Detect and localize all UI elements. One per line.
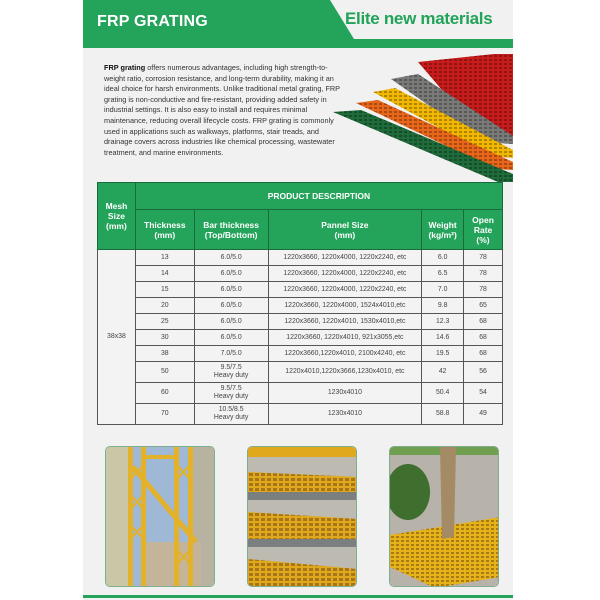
bar-value: 10.5/8.5 <box>218 406 244 414</box>
photo-ladder-structure <box>105 446 215 587</box>
thickness-cell: 50 <box>135 362 194 383</box>
bar-thickness-header <box>194 210 268 250</box>
panel-cell: 1220x4010,1220x3666,1230x4010, etc <box>268 362 422 383</box>
open-rate-header <box>464 210 503 250</box>
bar-duty-label: Heavy duty <box>213 393 249 400</box>
mesh-size-header <box>98 183 136 250</box>
panel-cell: 1220x3660, 1220x4010, 1530x4010,etc <box>268 314 422 330</box>
weight-cell: 14.6 <box>422 330 464 346</box>
mesh-header-line: Mesh <box>105 201 128 211</box>
bar-cell: 6.0/5.0 <box>194 314 268 330</box>
weight-cell: 19.5 <box>422 346 464 362</box>
weight-cell: 12.3 <box>422 314 464 330</box>
thickness-cell: 15 <box>135 282 194 298</box>
header-line: (Top/Bottom) <box>204 229 258 240</box>
panel-cell: 1220x3660, 1220x4010, 921x3055,etc <box>268 330 422 346</box>
table-row <box>98 383 503 404</box>
ladder-structure-icon <box>106 447 215 587</box>
open-rate-cell: 78 <box>464 266 503 282</box>
thickness-cell: 20 <box>135 298 194 314</box>
panel-cell: 1230x4010 <box>268 383 422 404</box>
header-line: Bar thickness <box>203 219 260 230</box>
header-line: Rate <box>473 224 493 235</box>
weight-cell: 6.5 <box>422 266 464 282</box>
application-photos <box>105 446 501 588</box>
header-line: Weight <box>428 219 457 230</box>
open-rate-cell: 56 <box>464 362 503 383</box>
table-row <box>98 250 503 266</box>
product-description-header: PRODUCT DESCRIPTION <box>135 183 502 210</box>
header-line: (%) <box>476 234 490 245</box>
weight-cell: 9.8 <box>422 298 464 314</box>
thickness-cell: 70 <box>135 404 194 425</box>
open-rate-cell: 78 <box>464 250 503 266</box>
photo-stair-treads <box>247 446 357 587</box>
weight-cell: 6.0 <box>422 250 464 266</box>
weight-header <box>422 210 464 250</box>
intro-lead: FRP grating <box>104 63 146 72</box>
bar-duty-label: Heavy duty <box>213 372 249 379</box>
mesh-header-line: Size <box>107 211 125 221</box>
table-row <box>98 298 503 314</box>
bar-cell: 6.0/5.0 <box>194 330 268 346</box>
header-line: (mm) <box>154 229 176 240</box>
product-spec-table <box>97 182 503 425</box>
weight-cell: 7.0 <box>422 282 464 298</box>
hero-image-stacked-gratings <box>323 54 513 182</box>
header-line: Pannel Size <box>321 219 369 230</box>
panel-cell: 1220x3660, 1220x4000, 1220x2240, etc <box>268 266 422 282</box>
table-row <box>98 314 503 330</box>
header-line: (kg/m²) <box>428 229 457 240</box>
panel-cell: 1220x3660,1220x4010, 2100x4240, etc <box>268 346 422 362</box>
open-rate-cell: 68 <box>464 330 503 346</box>
thickness-header <box>135 210 194 250</box>
bar-value: 9.5/7.5 <box>220 364 242 372</box>
header-line: (mm) <box>334 229 356 240</box>
photo-tree-grate <box>389 446 499 587</box>
thickness-cell: 60 <box>135 383 194 404</box>
footer-divider <box>83 595 513 598</box>
open-rate-cell: 54 <box>464 383 503 404</box>
thickness-cell: 13 <box>135 250 194 266</box>
open-rate-cell: 65 <box>464 298 503 314</box>
table-row <box>98 346 503 362</box>
bar-cell: 6.0/5.0 <box>194 282 268 298</box>
weight-cell: 42 <box>422 362 464 383</box>
intro-paragraph <box>104 63 344 158</box>
bar-cell: 7.0/5.0 <box>194 346 268 362</box>
intro-body: offers numerous advantages, including high strength-to-weight ratio, corrosion resistance, and long-term durability, making it an ideal choice for harsh environments. Unlike traditional metal grating, FRP grating is non-conductive and fire-resistant, providing added safety in industrial settings. It is also easy to install and requires minimal maintenance, reducing overall lifecycle costs. FRP grating is commonly used in applications such as walkways, platforms, stair treads, and drainage covers across industries like chemical processing, wastewater treatment, and marine environments. <box>104 63 340 157</box>
table-row <box>98 404 503 425</box>
table-row <box>98 330 503 346</box>
bar-value: 9.5/7.5 <box>220 385 242 393</box>
mesh-size-cell: 38x38 <box>98 250 136 425</box>
table-row <box>98 266 503 282</box>
table-row <box>98 362 503 383</box>
open-rate-cell: 68 <box>464 314 503 330</box>
header-line: Open <box>472 214 494 225</box>
panel-size-header <box>268 210 422 250</box>
tree-grate-icon <box>390 447 499 587</box>
bar-cell: 6.0/5.0 <box>194 250 268 266</box>
bar-cell: 6.0/5.0 <box>194 266 268 282</box>
stair-treads-icon <box>248 447 357 587</box>
bar-duty-label: Heavy duty <box>213 414 249 421</box>
panel-cell: 1220x3660, 1220x4000, 1220x2240, etc <box>268 250 422 266</box>
thickness-cell: 38 <box>135 346 194 362</box>
bar-cell <box>194 404 268 425</box>
brand-logo-text: Elite new materials <box>345 9 493 28</box>
thickness-cell: 30 <box>135 330 194 346</box>
thickness-cell: 25 <box>135 314 194 330</box>
panel-cell: 1220x3660, 1220x4000, 1524x4010,etc <box>268 298 422 314</box>
panel-cell: 1230x4010 <box>268 404 422 425</box>
table-row <box>98 282 503 298</box>
thickness-cell: 14 <box>135 266 194 282</box>
product-sheet <box>83 0 513 600</box>
open-rate-cell: 68 <box>464 346 503 362</box>
page-title: FRP GRATING <box>97 13 208 30</box>
open-rate-cell: 78 <box>464 282 503 298</box>
header-banner <box>83 0 513 48</box>
bar-cell <box>194 362 268 383</box>
weight-cell: 50.4 <box>422 383 464 404</box>
bar-cell <box>194 383 268 404</box>
open-rate-cell: 49 <box>464 404 503 425</box>
weight-cell: 58.8 <box>422 404 464 425</box>
grating-stack-icon <box>323 54 513 182</box>
mesh-header-line: (mm) <box>106 221 127 231</box>
panel-cell: 1220x3660, 1220x4000, 1220x2240, etc <box>268 282 422 298</box>
bar-cell: 6.0/5.0 <box>194 298 268 314</box>
header-line: Thickness <box>144 219 186 230</box>
